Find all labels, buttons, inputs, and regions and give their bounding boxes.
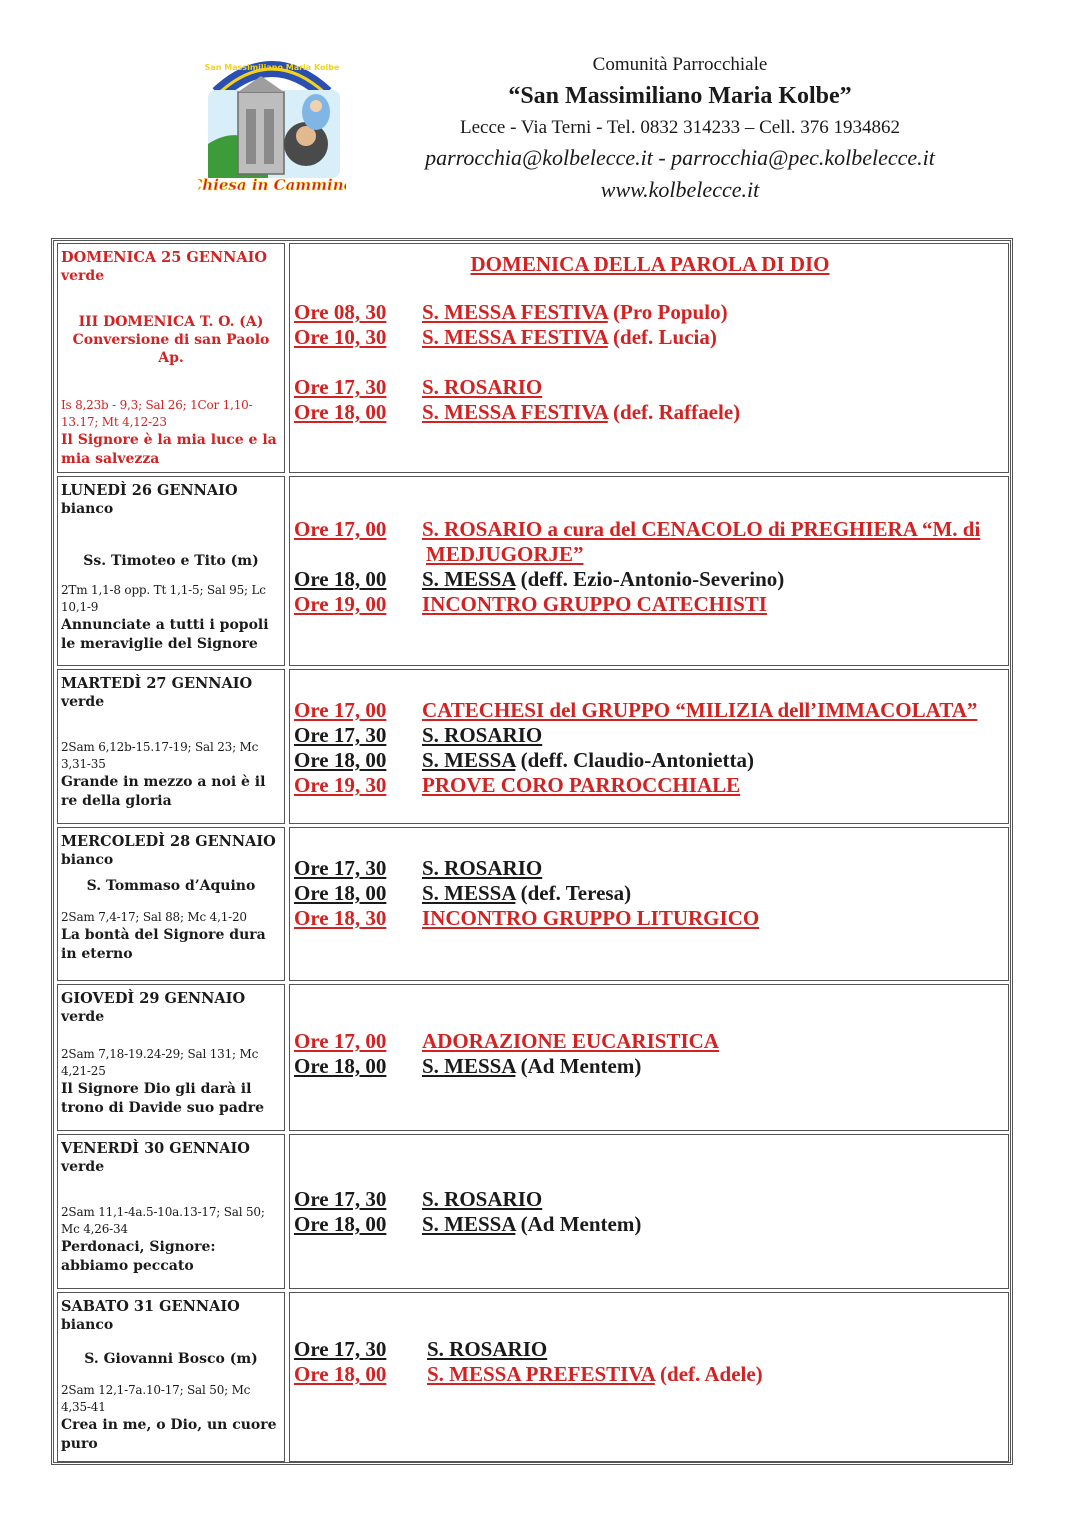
header-community: Comunità Parrocchiale	[592, 54, 768, 75]
readings: 2Sam 11,1-4a.5-10a.13-17; Sal 50; Mc 4,26-34	[61, 1205, 265, 1236]
page-header	[0, 0, 1080, 230]
liturgy-cell	[57, 669, 285, 824]
feast-title: III DOMENICA T. O. (A)	[78, 314, 264, 330]
psalm-response: La bontà del Signore dura in eterno	[61, 927, 266, 962]
liturgical-color: verde	[61, 268, 105, 284]
liturgy-cell	[57, 476, 285, 666]
day-label: VENERDÌ 30 GENNAIO	[61, 1140, 250, 1157]
event-item: Ore 17, 30 S. ROSARIO	[294, 856, 543, 880]
header-website: www.kolbelecce.it	[600, 177, 760, 202]
header-parish-name: “San Massimiliano Maria Kolbe”	[508, 83, 852, 109]
events-cell	[289, 669, 1009, 824]
event-item: Ore 17, 30 S. ROSARIO	[294, 723, 543, 747]
events-cell	[289, 984, 1009, 1131]
event-item: Ore 19, 00 INCONTRO GRUPPO CATECHISTI	[294, 592, 767, 616]
liturgical-color: verde	[61, 694, 105, 710]
day-label: LUNEDÌ 26 GENNAIO	[61, 482, 238, 499]
liturgical-color: bianco	[61, 852, 114, 868]
event-item: Ore 18, 00 S. MESSA (Ad Mentem)	[294, 1212, 642, 1236]
event-item: Ore 17, 00 CATECHESI del GRUPPO “MILIZIA dell’IMMACOLATA”	[294, 698, 978, 722]
feast-title: S. Tommaso d’Aquino	[86, 878, 256, 894]
day-heading: DOMENICA DELLA PAROLA DI DIO	[470, 252, 830, 276]
logo-title: San Massimiliano Maria Kolbe	[204, 63, 340, 72]
liturgy-cell	[57, 827, 285, 981]
psalm-response: Annunciate a tutti i popoli le meraviglie del Signore	[61, 617, 269, 652]
event-item: Ore 17, 30 S. ROSARIO	[294, 375, 543, 399]
liturgical-color: verde	[61, 1159, 105, 1175]
readings: 2Sam 6,12b-15.17-19; Sal 23; Mc 3,31-35	[61, 740, 259, 771]
event-item: Ore 08, 30 S. MESSA FESTIVA (Pro Populo)	[294, 300, 728, 324]
event-item: Ore 18, 00 S. MESSA (def. Teresa)	[294, 881, 632, 905]
header-emails: parrocchia@kolbelecce.it - parrocchia@pec.kolbelecce.it	[425, 145, 935, 170]
schedule-row-tuesday	[57, 669, 1009, 824]
feast-title: Ss. Timoteo e Tito (m)	[83, 553, 259, 569]
readings: 2Tm 1,1-8 opp. Tt 1,1-5; Sal 95; Lc 10,1-9	[61, 583, 266, 614]
events-cell	[289, 243, 1009, 473]
feast-subtitle: Conversione di san Paolo Ap.	[72, 332, 270, 366]
readings: 2Sam 12,1-7a.10-17; Sal 50; Mc 4,35-41	[61, 1383, 251, 1414]
event-item: Ore 17, 30 S. ROSARIO	[294, 1337, 548, 1361]
header-address: Lecce - Via Terni - Tel. 0832 314233 – Cell. 376 1934862	[460, 117, 900, 138]
weekly-schedule-table	[51, 238, 1013, 1465]
liturgical-color: bianco	[61, 501, 114, 517]
day-label: SABATO 31 GENNAIO	[61, 1298, 240, 1315]
events-cell	[289, 476, 1009, 666]
liturgy-cell	[57, 984, 285, 1131]
schedule-row-saturday	[57, 1292, 1009, 1462]
psalm-response: Il Signore è la mia luce e la mia salvezza	[61, 432, 277, 467]
liturgy-cell	[57, 1292, 285, 1462]
readings: 2Sam 7,18-19.24-29; Sal 131; Mc 4,21-25	[61, 1047, 259, 1078]
event-item: Ore 17, 00 S. ROSARIO a cura del CENACOLO di PREGHIERA “M. di	[294, 517, 981, 541]
event-item: Ore 18, 00 S. MESSA (deff. Claudio-Antonietta)	[294, 748, 754, 772]
liturgical-color: verde	[61, 1009, 105, 1025]
logo-motto: Chiesa in Cammino	[198, 176, 346, 194]
schedule-row-friday	[57, 1134, 1009, 1289]
event-item: Ore 18, 00 S. MESSA (deff. Ezio-Antonio-Severino)	[294, 567, 785, 591]
psalm-response: Perdonaci, Signore: abbiamo peccato	[61, 1239, 216, 1274]
event-item: Ore 18, 30 INCONTRO GRUPPO LITURGICO	[294, 906, 760, 930]
psalm-response: Il Signore Dio gli darà il trono di Davide suo padre	[61, 1081, 264, 1116]
event-item: Ore 19, 30 PROVE CORO PARROCCHIALE	[294, 773, 741, 797]
readings: 2Sam 7,4-17; Sal 88; Mc 4,1-20	[61, 910, 247, 924]
liturgy-cell	[57, 1134, 285, 1289]
liturgy-cell	[57, 243, 285, 473]
day-label: DOMENICA 25 GENNAIO	[61, 249, 268, 266]
event-item-continuation: MEDJUGORJE”	[426, 542, 584, 566]
schedule-row-monday	[57, 476, 1009, 666]
events-cell	[289, 1134, 1009, 1289]
events-cell	[289, 827, 1009, 981]
readings: Is 8,23b - 9,3; Sal 26; 1Cor 1,10-13.17; Mt 4,12-23	[61, 398, 253, 429]
schedule-row-sunday	[57, 243, 1009, 473]
events-cell	[289, 1292, 1009, 1462]
parish-logo	[198, 54, 346, 196]
event-item: Ore 18, 00 S. MESSA FESTIVA (def. Raffaele)	[294, 400, 741, 424]
schedule-row-thursday	[57, 984, 1009, 1131]
event-item: Ore 10, 30 S. MESSA FESTIVA (def. Lucia)	[294, 325, 717, 349]
event-item: Ore 17, 00 ADORAZIONE EUCARISTICA	[294, 1029, 719, 1053]
liturgical-color: bianco	[61, 1317, 114, 1333]
feast-title: S. Giovanni Bosco (m)	[84, 1351, 258, 1367]
day-label: MARTEDÌ 27 GENNAIO	[61, 675, 253, 692]
event-item: Ore 18, 00 S. MESSA (Ad Mentem)	[294, 1054, 642, 1078]
schedule-row-wednesday	[57, 827, 1009, 981]
day-label: GIOVEDÌ 29 GENNAIO	[61, 990, 246, 1007]
parish-contact	[370, 52, 990, 206]
event-item: Ore 17, 30 S. ROSARIO	[294, 1187, 543, 1211]
psalm-response: Grande in mezzo a noi è il re della gloria	[61, 774, 266, 809]
event-item: Ore 18, 00 S. MESSA PREFESTIVA (def. Adele)	[294, 1362, 763, 1386]
psalm-response: Crea in me, o Dio, un cuore puro	[61, 1417, 277, 1452]
day-label: MERCOLEDÌ 28 GENNAIO	[61, 833, 276, 850]
